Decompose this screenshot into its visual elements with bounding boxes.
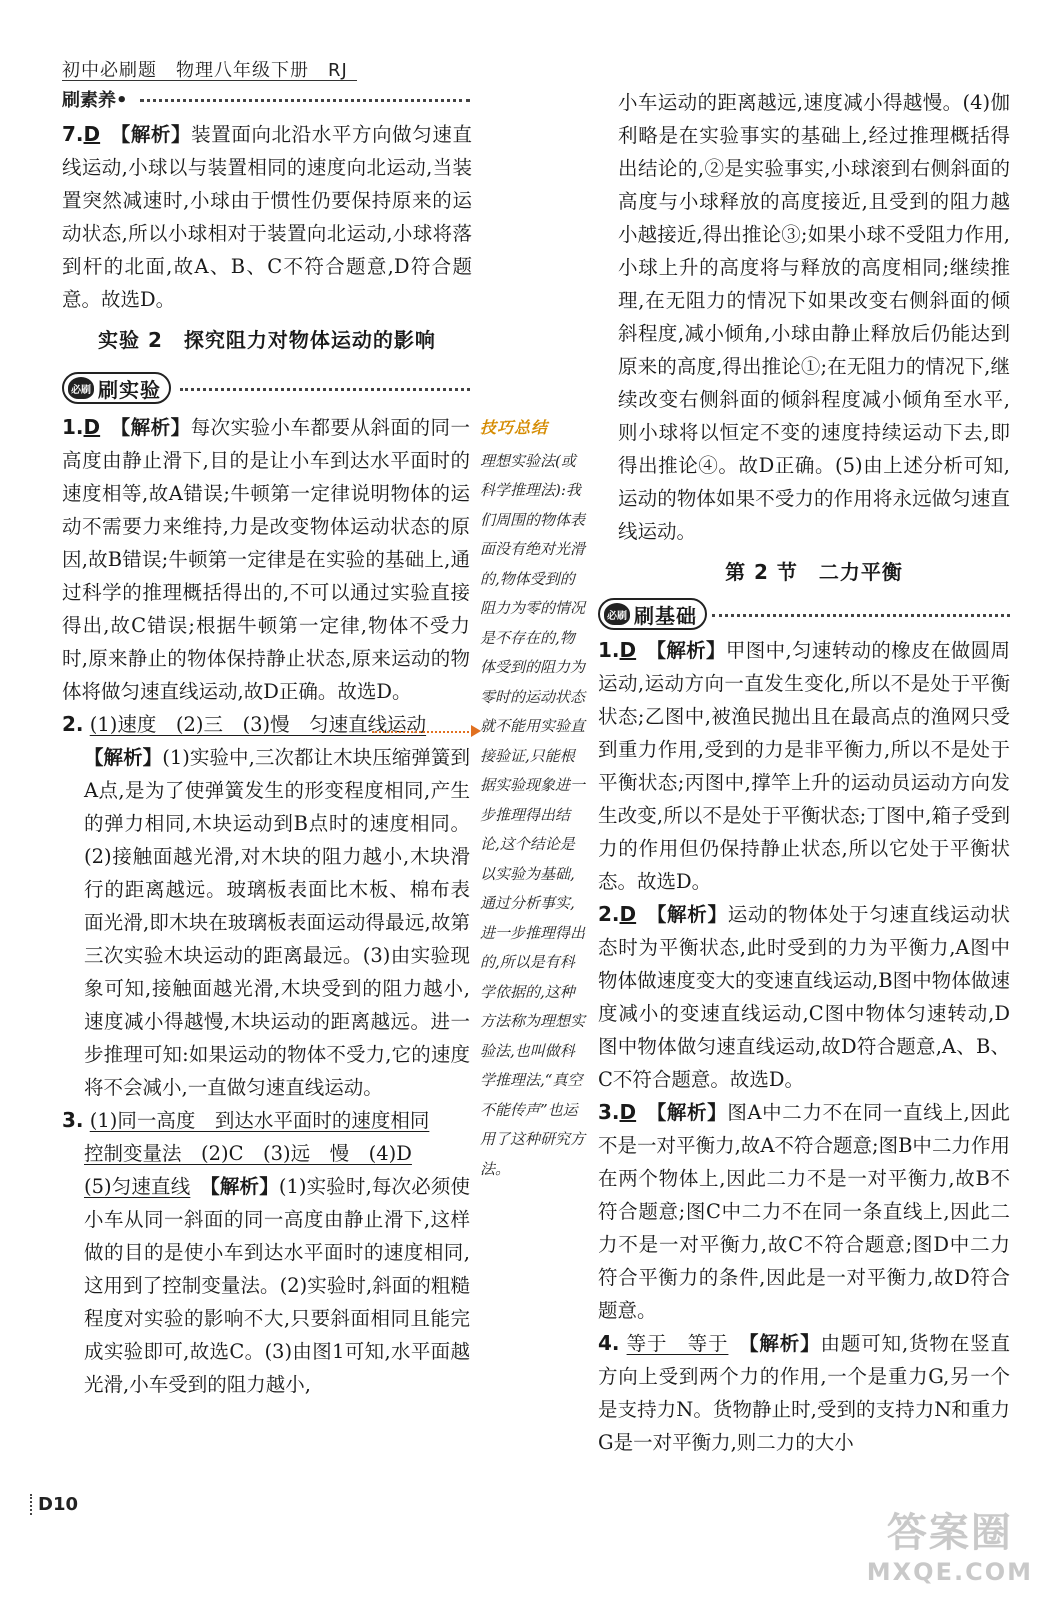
tip-title: 技巧总结 (480, 418, 549, 437)
r-q4-number: 4. (598, 1331, 620, 1355)
r-q3-text: 图A中二力不在同一直线上,因此不是一对平衡力,故A不符合题意;图B中二力作用在两个物体上,因此二力不是一对平衡力,故B不符合题意;图C中二力不在同一条直线上,因此二力不是一对平衡力,故C不符合题意;图D中二力符合平衡力的条件,因此是一对平衡力,故D符合题意。 (598, 1101, 1010, 1322)
r-q4-text: 由题可知,货物在竖直方向上受到两个力的作用,一个是重力G,另一个是支持力N。货物静止时,受到的支持力N和重力G是一对平衡力,则二力的大小 (598, 1332, 1010, 1454)
r-q3-answer: D (619, 1100, 637, 1124)
section-label: 刷素养• (62, 90, 128, 111)
q2-tag: 【解析】 (84, 746, 163, 769)
tip-pointer-line (372, 731, 477, 733)
r-q4-answer: 等于 等于 (626, 1332, 729, 1355)
q1-number: 1. (62, 415, 84, 439)
q2-text: (1)实验中,三次都让木块压缩弹簧到A点,是为了使弹簧发生的形变程度相同,产生的弹力相同,木块运动到B点时的速度相同。(2)接触面越光滑,对木块的阻力越小,木块滑行的距离越远。玻璃板表面比木板、棉布表面光滑,即木块在玻璃板表面运动得最远,故第三次实验木块运动的距离最远。(3)由实验现象可知,接触面越光滑,木块受到的阻力越小,速度减小得越慢,木块运动的距离越远。进一步推理可知:如果运动的物体不受力,它的速度将不会减小,一直做匀速直线运动。 (84, 746, 470, 1099)
watermark (867, 1501, 1033, 1586)
r-q3-number: 3. (598, 1100, 620, 1124)
continued-text: 小车运动的距离越远,速度减小得越慢。(4)伽利略是在实验事实的基础上,经过推理概括得出结论的,②是实验事实,小球滚到右侧斜面的高度与小球释放的高度接近,且受到的阻力越小越接近,得出推论③;如果小球不受阻力作用,小球上升的高度将与释放的高度相同;继续推理,在无阻力的情况下如果改变右侧斜面的倾斜程度,减小倾角,小球由静止释放后仍能达到原来的高度,得出推论①;在无阻力的情况下,继续改变右侧斜面的倾斜程度减小倾角至水平,则小球将以恒定不变的速度持续运动下去,即得出推论④。故D正确。(5)由上述分析可知,运动的物体如果不受力的作用将永远做匀速直线运动。 (618, 91, 1010, 543)
r-q2-tag: 【解析】 (646, 903, 728, 926)
q3-answer-line-2 (62, 1137, 470, 1170)
q1-answer: D (83, 415, 101, 439)
r-q4-tag: 【解析】 (748, 1332, 821, 1355)
r-q1-text: 甲图中,匀速转动的橡皮在做圆周运动,运动方向一直发生变化,所以不是处于平衡状态;乙图中,被渔民抛出且在最高点的渔网只受到重力作用,受到的力是非平衡力,所以不是处于平衡状态;丙图中,撑竿上升的运动员运动方向发生改变,所以不是处于平衡状态;丁图中,箱子受到力的作用但仍保持静止状态,所以它处于平衡状态。故选D。 (598, 639, 1010, 893)
q1-block (62, 411, 470, 708)
book-badge-icon: 必刷 (68, 377, 94, 399)
q3-answer-2: 控制变量法 (2)C (3)远 慢 (4)D (84, 1142, 412, 1165)
page-number: D10 (30, 1494, 78, 1515)
q7-number: 7. (62, 122, 84, 146)
r-q2-text: 运动的物体处于匀速直线运动状态时为平衡状态,此时受到的力为平衡力,A图中物体做速度变大的变速直线运动,B图中物体做速度减小的变速直线运动,C图中物体匀速转动,D图中物体做匀速直线运动,故D符合题意,A、B、C不符合题意。故选D。 (598, 903, 1010, 1091)
q2-answer: (1)速度 (2)三 (3)慢 匀速直线运动 (89, 713, 427, 736)
banner-dots (180, 388, 470, 391)
tip-sidebar (480, 413, 588, 1184)
watermark-line-1: 答案圈 (886, 1510, 1013, 1556)
right-column-top (618, 86, 1010, 595)
left-column-top (62, 118, 472, 363)
q1-text: 每次实验小车都要从斜面的同一高度由静止滑下,目的是让小车到达水平面时的速度相等,故A错误;牛顿第一定律说明物体的运动不需要力来维持,力是改变物体运动状态的原因,故B错误;牛顿第一定律是在实验的基础上,通过科学的推理概括得出的,不可以通过实验直接得出,故C错误;根据牛顿第一定律,物体不受力时,原来静止的物体保持静止状态,原来运动的物体将做匀速直线运动,故D正确。故选D。 (62, 416, 470, 703)
q3-answer-line-1 (62, 1104, 470, 1137)
right-column-main (598, 634, 1010, 1459)
r-q2-number: 2. (598, 902, 620, 926)
book-title: 初中必刷题 物理八年级下册 RJ (62, 60, 348, 81)
r-q1-answer: D (619, 638, 637, 662)
banner-experiment (62, 372, 171, 404)
banner-pill (62, 372, 171, 404)
r-q1-tag: 【解析】 (646, 639, 726, 662)
arrow-right-icon (471, 725, 481, 737)
q2-answer-line (62, 708, 470, 741)
banner-title: 刷实验 (98, 377, 161, 402)
r-q1-block (598, 634, 1010, 898)
r-q4-block (598, 1327, 1010, 1459)
q7-answer: D (83, 122, 101, 146)
r-q2-answer: D (619, 902, 637, 926)
q2-explanation (62, 741, 470, 1104)
banner-pill-basics (598, 598, 707, 630)
r-q3-tag: 【解析】 (646, 1101, 728, 1124)
q3-explanation (62, 1170, 470, 1401)
book-header (62, 56, 348, 82)
q3-tag: 【解析】 (210, 1175, 279, 1198)
header-rule (62, 80, 357, 81)
q3-answer-1: (1)同一高度 到达水平面时的速度相同 (89, 1109, 430, 1132)
q7-tag: 【解析】 (110, 123, 192, 146)
r-q2-block (598, 898, 1010, 1096)
banner-basics (598, 598, 707, 630)
section-dots (140, 99, 470, 102)
tip-text: 理想实验法(或科学推理法):我们周围的物体表面没有绝对光滑的,物体受到的阻力为零的情况是不存在的,物体受到的阻力为零时的运动状态就不能用实验直接验证,只能根据实验现象进一步推理得出结论,这个结论是以实验为基础,通过分析事实,进一步推理得出的,所以是有科学依据的,这种方法称为理想实验法,也叫做科学推理法,“真空不能传声”也运用了这种研究方法。 (480, 451, 586, 1178)
r-q3-block (598, 1096, 1010, 1327)
q7-block (62, 118, 472, 316)
q1-tag: 【解析】 (110, 416, 191, 439)
q3-text: (1)实验时,每次必须使小车从同一斜面的同一高度由静止滑下,这样做的目的是使小车到达水平面时的速度相同,这用到了控制变量法。(2)实验时,斜面的粗糙程度对实验的影响不大,只要斜面相同且能完成实验即可,故选C。(3)由图1可知,水平面越光滑,小车受到的阻力越小, (84, 1175, 470, 1396)
watermark-line-2: MXQE.COM (866, 1558, 1033, 1586)
section-title: 第 2 节 二力平衡 (725, 560, 903, 584)
book-badge-icon: 必刷 (604, 603, 630, 625)
q3-answer-3: (5)匀速直线 (84, 1175, 191, 1198)
banner-title-basics: 刷基础 (634, 603, 697, 628)
banner-dots-basics (712, 614, 1010, 617)
q3-number: 3. (62, 1108, 84, 1132)
q2-number: 2. (62, 712, 84, 736)
r-q1-number: 1. (598, 638, 620, 662)
left-column-main (62, 411, 470, 1401)
q7-text: 装置面向北沿水平方向做匀速直线运动,小球以与装置相同的速度向北运动,当装置突然减速时,小球由于惯性仍要保持原来的运动状态,所以小球相对于装置向北运动,小球将落到杆的北面,故A、B、C不符合题意,D符合题意。故选D。 (62, 123, 472, 311)
experiment-title: 实验 2 探究阻力对物体运动的影响 (98, 328, 436, 352)
